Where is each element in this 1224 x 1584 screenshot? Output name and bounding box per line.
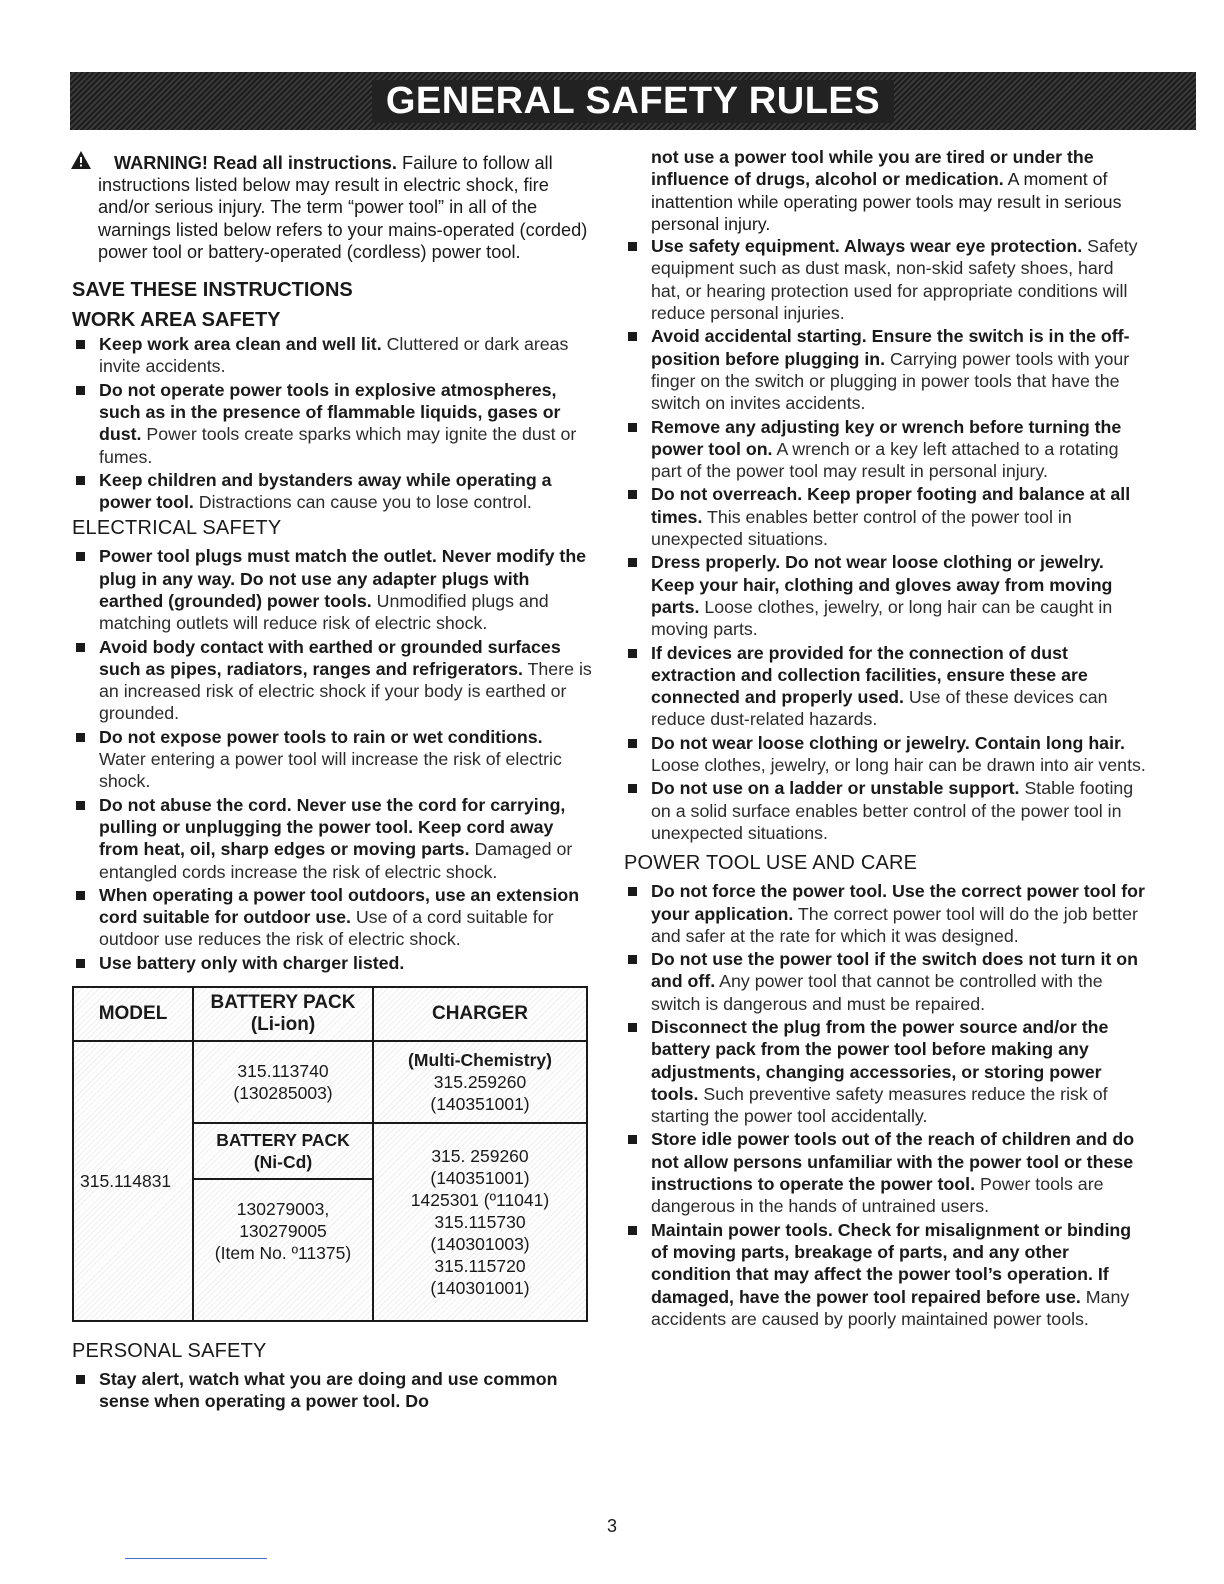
personal-safety-heading: PERSONAL SAFETY: [72, 1340, 267, 1363]
list-item: If devices are provided for the connection of dust extraction and collection facilities, ensure these are connected and properly used. Use of these devices can reduce dust-related hazards.: [624, 642, 1148, 731]
bullet-icon: [76, 891, 85, 900]
bullet-icon: [76, 386, 85, 395]
list-item: Store idle power tools out of the reach of children and do not allow persons unfamiliar with the power tool or these instructions to operate the power tool. Power tools are dangerous in the hands of untrained users.: [624, 1128, 1148, 1217]
bullet-icon: [628, 1135, 637, 1144]
bullet-icon: [76, 1375, 85, 1384]
bullet-icon: [628, 423, 637, 432]
list-item: Remove any adjusting key or wrench before turning the power tool on. A wrench or a key left attached to a rotating part of the power tool may result in personal injury.: [624, 416, 1148, 483]
warning-label: WARNING!: [114, 153, 208, 173]
table-header-row: [73, 987, 587, 1041]
bullet-icon: [628, 242, 637, 251]
list-item: Disconnect the plug from the power source and/or the battery pack from the power tool before making any adjustments, changing accessories, or storing power tools. Such preventive safety measures reduce the risk of starting the power tool accidentally.: [624, 1016, 1148, 1127]
list-item: Use battery only with charger listed.: [72, 952, 592, 974]
liion-pack-cell: 315.113740 (130285003): [193, 1041, 373, 1123]
list-item: Keep children and bystanders away while operating a power tool. Distractions can cause you to lose control.: [72, 469, 592, 514]
list-item: Power tool plugs must match the outlet. Never modify the plug in any way. Do not use any adapter plugs with earthed (grounded) power tools. Unmodified plugs and matching outlets will reduce risk of electric shock.: [72, 545, 592, 634]
battery-charger-table: [72, 986, 588, 1322]
nicd-pack-cell: 130279003, 130279005 (Item No. º11375): [193, 1179, 373, 1321]
list-item: Do not wear loose clothing or jewelry. Contain long hair. Loose clothes, jewelry, or long hair can be drawn into air vents.: [624, 732, 1148, 777]
electrical-heading: ELECTRICAL SAFETY: [72, 517, 282, 540]
bullet-icon: [628, 490, 637, 499]
right-column: [624, 146, 1148, 1331]
bullet-icon: [628, 558, 637, 567]
personal-safety-continued: not use a power tool while you are tired or under the influence of drugs, alcohol or medication. A moment of inattention while operating power tools may result in serious personal injury.: [651, 147, 1122, 234]
list-item: Use safety equipment. Always wear eye protection. Safety equipment such as dust mask, non-skid safety shoes, hard hat, or hearing protection used for appropriate conditions will reduce personal injuries.: [624, 235, 1148, 324]
column-header-battery-pack: BATTERY PACK (Li-ion): [193, 987, 373, 1041]
warning-text: Failure to follow all instructions listed below may result in electric shock, fire and/or serious injury. The term “power tool” in all of the warnings listed below refers to your mains-operated (corded) power tool or battery-operated (cordless) power tool.: [98, 153, 588, 262]
list-item: Do not abuse the cord. Never use the cord for carrying, pulling or unplugging the power tool. Keep cord away from heat, oil, sharp edges or moving parts. Damaged or entangled cords increase the risk of electric shock.: [72, 794, 592, 883]
list-item: Avoid accidental starting. Ensure the switch is in the off-position before plugging in. Carrying power tools with your finger on the switch or plugging in power tools that have the switch on invites accidents.: [624, 325, 1148, 414]
bullet-icon: [76, 801, 85, 810]
nicd-charger-cell: 315. 259260 (140351001) 1425301 (º11041) 315.115730 (140301003) 315.115720 (140301001): [373, 1123, 587, 1321]
bullet-icon: [628, 1226, 637, 1235]
bullet-icon: [76, 476, 85, 485]
list-item: Keep work area clean and well lit. Cluttered or dark areas invite accidents.: [72, 333, 592, 378]
list-item: Avoid body contact with earthed or grounded surfaces such as pipes, radiators, ranges and refrigerators. There is an increased risk of electric shock if your body is earthed or grounded.: [72, 636, 592, 725]
personal-safety-list: [624, 235, 1148, 844]
list-item: When operating a power tool outdoors, use an extension cord suitable for outdoor use. Use of a cord suitable for outdoor use reduces the risk of electric shock.: [72, 884, 592, 951]
bullet-icon: [628, 332, 637, 341]
bullet-icon: [628, 887, 637, 896]
bullet-icon: [76, 340, 85, 349]
footer-link-line: [125, 1558, 267, 1559]
bullet-icon: [76, 552, 85, 561]
warning-triangle-icon: [70, 150, 92, 170]
list-item: Do not use the power tool if the switch does not turn it on and off. Any power tool that cannot be controlled with the switch is dangerous and must be repaired.: [624, 948, 1148, 1015]
bullet-icon: [628, 739, 637, 748]
nicd-header-cell: BATTERY PACK (Ni-Cd): [193, 1123, 373, 1179]
bullet-icon: [628, 955, 637, 964]
list-item: Stay alert, watch what you are doing and use common sense when operating a power tool. Do: [72, 1368, 592, 1413]
bullet-icon: [76, 643, 85, 652]
bullet-icon: [76, 733, 85, 742]
page-banner: [70, 72, 1196, 130]
list-item: Dress properly. Do not wear loose clothing or jewelry. Keep your hair, clothing and gloves away from moving parts. Loose clothes, jewelry, or long hair can be caught in moving parts.: [624, 551, 1148, 640]
model-cell: 315.114831: [73, 1041, 193, 1321]
work-area-heading: WORK AREA SAFETY: [72, 309, 281, 332]
bullet-icon: [628, 784, 637, 793]
bullet-icon: [628, 649, 637, 658]
work-area-list: [72, 333, 592, 513]
table-row: [73, 1041, 587, 1123]
page-title: GENERAL SAFETY RULES: [372, 80, 894, 123]
list-item: Do not operate power tools in explosive atmospheres, such as in the presence of flammable liquids, gases or dust. Power tools create sparks which may ignite the dust or fumes.: [72, 379, 592, 468]
column-header-charger: CHARGER: [373, 987, 587, 1041]
column-header-model: MODEL: [73, 987, 193, 1041]
save-instructions-heading: SAVE THESE INSTRUCTIONS: [72, 279, 353, 302]
liion-charger-cell: (Multi-Chemistry) 315.259260 (140351001): [373, 1041, 587, 1123]
list-item: Do not overreach. Keep proper footing and balance at all times. This enables better control of the power tool in unexpected situations.: [624, 483, 1148, 550]
page-number: 3: [606, 1516, 617, 1536]
list-item: Do not expose power tools to rain or wet conditions. Water entering a power tool will increase the risk of electric shock.: [72, 726, 592, 793]
power-tool-list: [624, 880, 1148, 1330]
list-item: Do not use on a ladder or unstable support. Stable footing on a solid surface enables better control of the power tool in unexpected situations.: [624, 777, 1148, 844]
personal-safety-first-item: [72, 1368, 592, 1413]
electrical-list: [72, 545, 592, 974]
warning-lead: Read all instructions.: [213, 153, 397, 173]
warning-paragraph: [72, 152, 592, 263]
list-item: Do not force the power tool. Use the correct power tool for your application. The correct power tool will do the job better and safer at the rate for which it was designed.: [624, 880, 1148, 947]
list-item: Maintain power tools. Check for misalignment or binding of moving parts, breakage of parts, and any other condition that may affect the power tool’s operation. If damaged, have the power tool repaired before use. Many accidents are caused by poorly maintained power tools.: [624, 1219, 1148, 1330]
left-column: [72, 146, 592, 1414]
bullet-icon: [76, 959, 85, 968]
bullet-icon: [628, 1023, 637, 1032]
power-tool-heading: POWER TOOL USE AND CARE: [624, 852, 918, 875]
